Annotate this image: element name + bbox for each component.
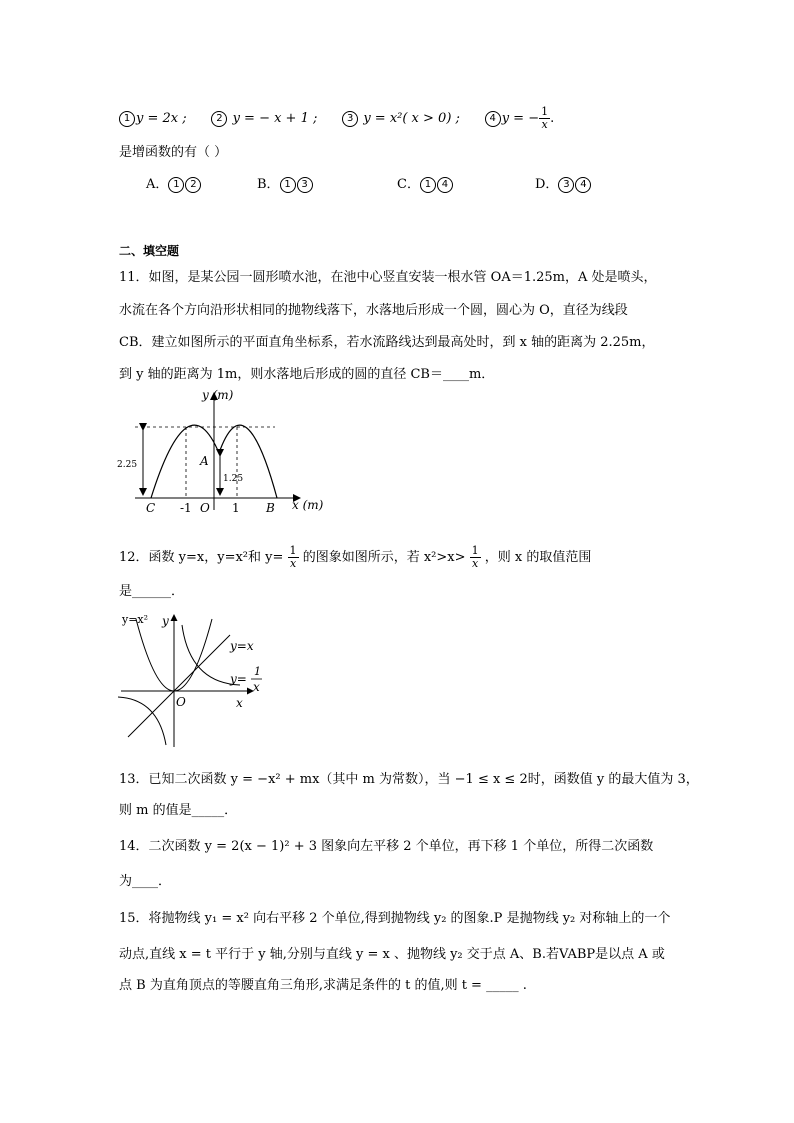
x-axis-label: x (m) (292, 498, 324, 512)
q12-middle: 的图象如图所示，若 x²>x> (302, 550, 466, 565)
choice-num: 2 (185, 177, 201, 193)
hyperbola-label-num: 1 (254, 665, 261, 678)
fraction (288, 545, 299, 570)
option-1-expression: y = 2x ; (136, 111, 187, 126)
choice-num: 3 (558, 177, 574, 193)
y-axis-label: y (m) (202, 388, 234, 402)
choice-num: 1 (420, 177, 436, 193)
choice-num: 1 (168, 177, 184, 193)
fraction-numerator: 1 (471, 544, 479, 557)
origin-label: O (176, 695, 186, 709)
fountain-figure (110, 385, 330, 520)
q11-line-1: 11．如图，是某公园一圆形喷水池，在池中心竖直安装一根水管 OA＝1.25m，A 处是喷头， (119, 270, 657, 285)
q12-line-2: 是______． (119, 584, 185, 599)
right-parabola (219, 425, 277, 498)
fraction (539, 106, 550, 131)
option-3-expression: y = x²( x > 0) ; (363, 111, 460, 126)
x-label: x (236, 696, 243, 710)
q11-line-3: CB．建立如图所示的平面直角坐标系，若水流路线达到最高处时，到 x 轴的距离为 2.25m， (119, 335, 655, 350)
origin-label: O (200, 501, 210, 515)
q10-options-line: 1 y = 2x ; 2 y = − x + 1 ; 3 y = x²( x > 0) ; 4 y = − $\frac{1}{x}$ . (119, 106, 554, 131)
choice-b[interactable] (257, 175, 314, 195)
choice-c[interactable] (397, 175, 454, 195)
left-parabola (151, 425, 219, 498)
choice-num: 3 (297, 177, 313, 193)
q12-suffix: ，则 x 的取值范围 (484, 550, 592, 565)
q13-line-1: 13．已知二次函数 y = −x² + mx（其中 m 为常数），当 −1 ≤ x ≤ 2时，函数值 y 的最大值为 3， (119, 772, 699, 787)
option-number: 3 (342, 111, 358, 127)
point-a-label: A (200, 454, 209, 468)
choice-num: 1 (280, 177, 296, 193)
fraction (470, 545, 481, 570)
tick-1-label: 1 (232, 501, 240, 515)
point-b-label: B (266, 501, 275, 515)
q15-line-3: 点 B 为直角顶点的等腰直角三角形,求满足条件的 t 的值,则 t = _____ . (119, 978, 527, 993)
hyperbola-label-den: x (253, 680, 260, 694)
q12-prefix: 12．函数 y=x，y=x²和 y= (119, 550, 284, 565)
hyperbola-label: y= (230, 672, 247, 686)
option-number: 1 (119, 111, 135, 127)
option-number: 4 (485, 111, 501, 127)
y-label: y (162, 614, 169, 628)
q15-line-2: 动点,直线 x = t 平行于 y 轴,分别与直线 y = x 、抛物线 y₂ 交于点 A、B.若VABP是以点 A 或 (119, 947, 665, 962)
choice-a[interactable] (146, 175, 202, 195)
fraction-numerator: 1 (289, 544, 297, 557)
choice-letter: A． (146, 177, 169, 192)
option-number: 2 (211, 111, 227, 127)
fraction-denominator: x (541, 118, 548, 131)
line-y-equals-x (128, 635, 230, 737)
option-2-expression: y = − x + 1 ; (232, 111, 318, 126)
fraction-denominator: x (289, 557, 297, 570)
tick-neg1-label: -1 (180, 501, 192, 515)
fraction-denominator: x (472, 557, 479, 570)
pipe-label: 1.25 (223, 474, 244, 484)
functions-figure (118, 605, 268, 750)
choice-d[interactable] (535, 175, 592, 195)
q14-line-1: 14．二次函数 y = 2(x − 1)² + 3 图象向左平移 2 个单位，再下移 1 个单位，所得二次函数 (119, 839, 654, 854)
hyperbola-branch-3 (118, 697, 166, 745)
q10-stem: 是增函数的有（ ） (119, 145, 228, 160)
q12-line-1 (119, 545, 591, 570)
q14-line-2: 为____． (119, 874, 172, 889)
q13-line-2: 则 m 的值是_____． (119, 803, 238, 818)
choice-letter: B． (257, 177, 280, 192)
parabola-label: y=x² (122, 613, 149, 626)
fraction-numerator: 1 (541, 105, 549, 118)
point-c-label: C (146, 501, 156, 515)
choice-num: 4 (575, 177, 591, 193)
q11-line-4: 到 y 轴的距离为 1m，则水落地后形成的圆的直径 CB＝____m． (119, 367, 495, 382)
q15-line-1: 15．将抛物线 y₁ = x² 向右平移 2 个单位,得到抛物线 y₂ 的图象.P 是抛物线 y₂ 对称轴上的一个 (119, 911, 671, 926)
option-4-prefix: y = − (501, 111, 540, 126)
choice-letter: D． (535, 177, 559, 192)
choice-num: 4 (437, 177, 453, 193)
line-label: y=x (230, 639, 254, 653)
height-label: 2.25 (117, 460, 138, 470)
choice-letter: C． (397, 177, 420, 192)
section-title: 二、填空题 (119, 244, 180, 258)
q11-line-2: 水流在各个方向沿形状相同的抛物线落下，水落地后形成一个圆，圆心为 O，直径为线段 (119, 303, 628, 318)
